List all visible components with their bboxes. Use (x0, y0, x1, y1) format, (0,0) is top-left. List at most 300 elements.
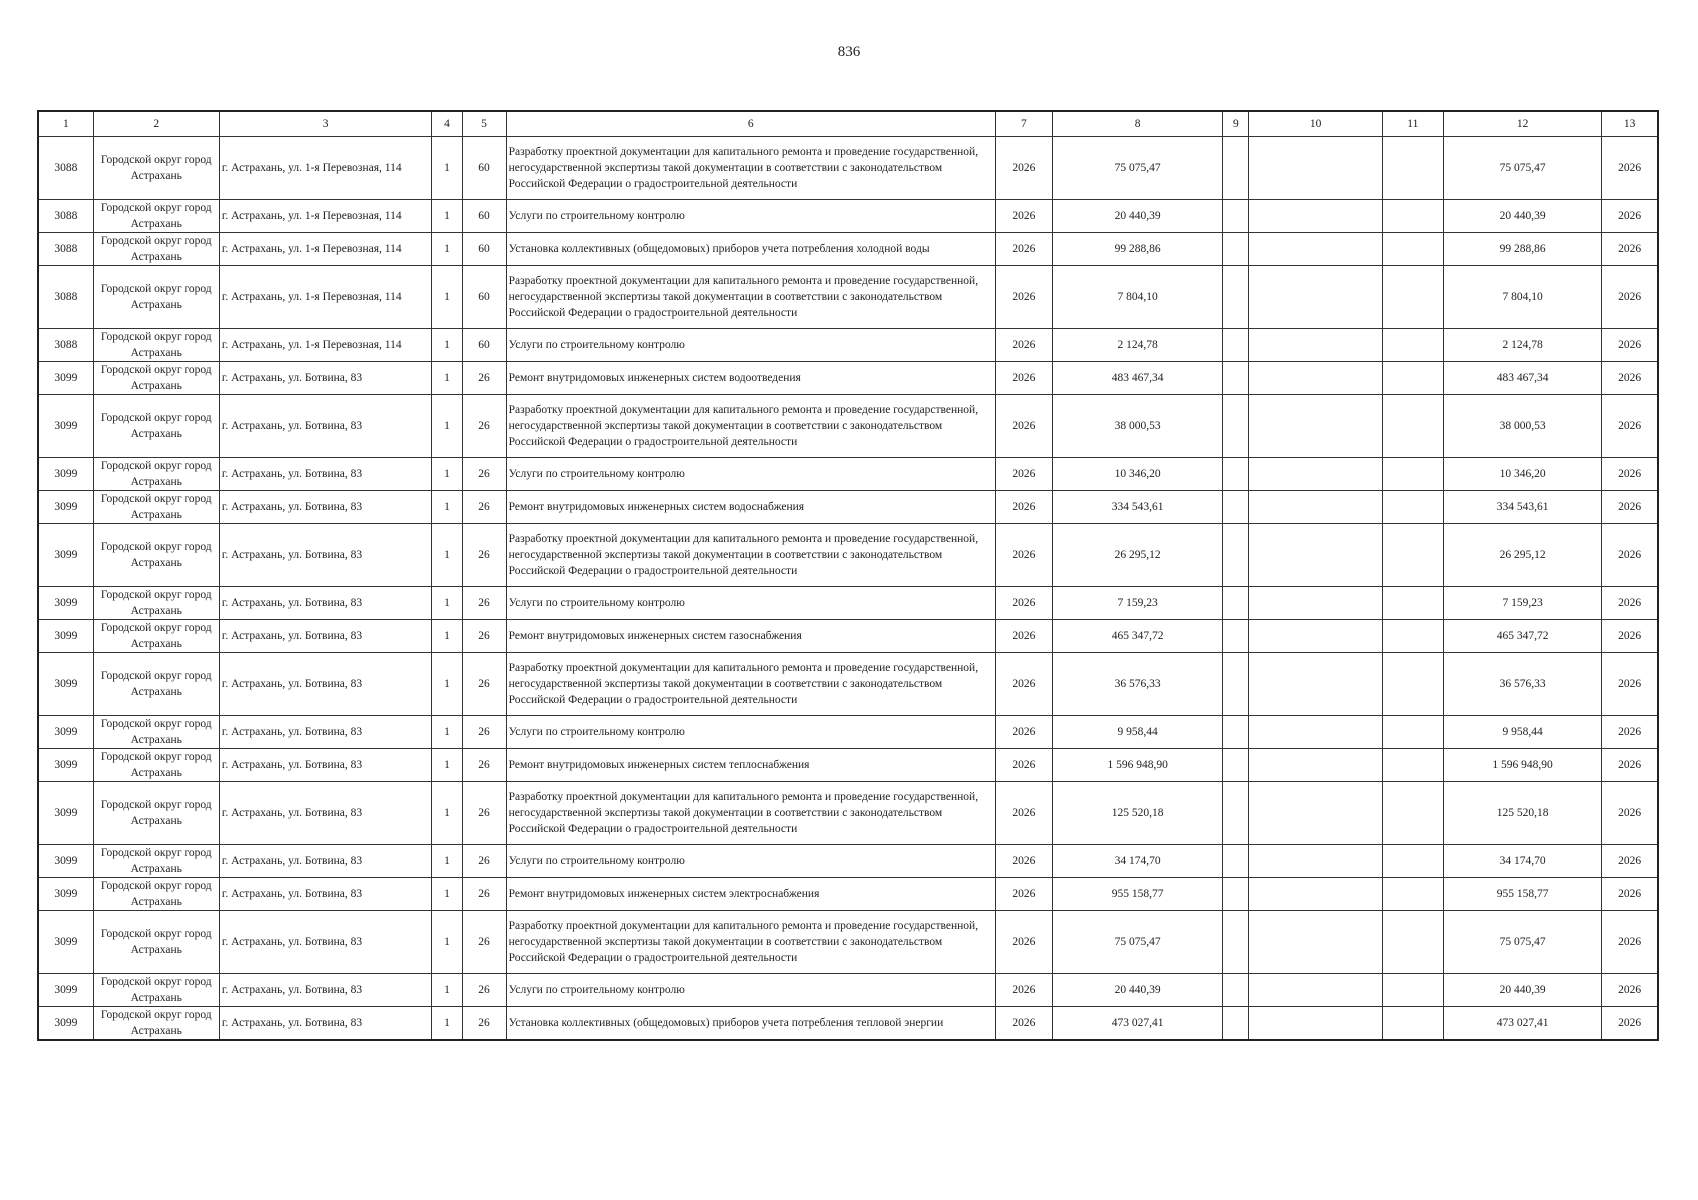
cell-year-end: 2026 (1602, 845, 1658, 878)
cell-object-id: 3088 (38, 329, 93, 362)
cell-col10 (1249, 749, 1382, 782)
cell-work-type: Услуги по строительному контролю (506, 845, 995, 878)
cell-total: 36 576,33 (1443, 653, 1601, 716)
cell-col9 (1223, 782, 1249, 845)
column-header: 6 (506, 111, 995, 137)
cell-municipality: Городской округ город Астрахань (93, 653, 219, 716)
cell-col9 (1223, 974, 1249, 1007)
table-row (38, 782, 1658, 845)
cell-col4: 1 (432, 653, 462, 716)
cell-col10 (1249, 653, 1382, 716)
cell-municipality: Городской округ город Астрахань (93, 782, 219, 845)
table-row (38, 974, 1658, 1007)
page-number: 836 (837, 44, 861, 60)
cell-col4: 1 (432, 716, 462, 749)
cell-work-type: Разработку проектной документации для капитального ремонта и проведение государственной, негосударственной экспертизы такой документации в соответствии с законодательством Российской Федерации о градостроительной деятельности (506, 266, 995, 329)
cell-address: г. Астрахань, ул. Ботвина, 83 (219, 716, 432, 749)
cell-col10 (1249, 329, 1382, 362)
cell-total: 465 347,72 (1443, 620, 1601, 653)
cell-col5: 26 (462, 395, 506, 458)
cell-cost: 20 440,39 (1052, 974, 1222, 1007)
table-row (38, 620, 1658, 653)
cell-col5: 26 (462, 653, 506, 716)
cell-cost: 10 346,20 (1052, 458, 1222, 491)
cell-cost: 465 347,72 (1052, 620, 1222, 653)
cell-col11 (1382, 266, 1443, 329)
cell-municipality: Городской округ город Астрахань (93, 716, 219, 749)
cell-col4: 1 (432, 1007, 462, 1041)
cell-col5: 26 (462, 911, 506, 974)
cell-year-end: 2026 (1602, 329, 1658, 362)
cell-total: 473 027,41 (1443, 1007, 1601, 1041)
cell-total: 10 346,20 (1443, 458, 1601, 491)
cell-object-id: 3099 (38, 653, 93, 716)
cell-object-id: 3099 (38, 878, 93, 911)
cell-object-id: 3099 (38, 1007, 93, 1041)
cell-col10 (1249, 620, 1382, 653)
cell-year-end: 2026 (1602, 716, 1658, 749)
cell-col11 (1382, 845, 1443, 878)
cell-col10 (1249, 200, 1382, 233)
column-header: 11 (1382, 111, 1443, 137)
cell-col10 (1249, 974, 1382, 1007)
cell-total: 1 596 948,90 (1443, 749, 1601, 782)
cell-col9 (1223, 911, 1249, 974)
cell-cost: 99 288,86 (1052, 233, 1222, 266)
cell-col4: 1 (432, 620, 462, 653)
cell-col11 (1382, 395, 1443, 458)
cell-total: 99 288,86 (1443, 233, 1601, 266)
cell-col11 (1382, 911, 1443, 974)
table-row (38, 233, 1658, 266)
cell-cost: 473 027,41 (1052, 1007, 1222, 1041)
cell-col5: 26 (462, 1007, 506, 1041)
column-header: 7 (995, 111, 1052, 137)
cell-year-end: 2026 (1602, 620, 1658, 653)
cell-cost: 483 467,34 (1052, 362, 1222, 395)
cell-cost: 75 075,47 (1052, 137, 1222, 200)
cell-object-id: 3099 (38, 845, 93, 878)
cell-col9 (1223, 878, 1249, 911)
cell-year-end: 2026 (1602, 458, 1658, 491)
cell-col11 (1382, 233, 1443, 266)
cell-year-end: 2026 (1602, 782, 1658, 845)
cell-cost: 125 520,18 (1052, 782, 1222, 845)
cell-total: 75 075,47 (1443, 137, 1601, 200)
cell-address: г. Астрахань, ул. Ботвина, 83 (219, 491, 432, 524)
cell-col4: 1 (432, 491, 462, 524)
cell-object-id: 3088 (38, 233, 93, 266)
cell-col9 (1223, 266, 1249, 329)
cell-col9 (1223, 587, 1249, 620)
cell-total: 7 804,10 (1443, 266, 1601, 329)
cell-year-end: 2026 (1602, 749, 1658, 782)
cell-col9 (1223, 620, 1249, 653)
cell-address: г. Астрахань, ул. 1-я Перевозная, 114 (219, 329, 432, 362)
cell-year-end: 2026 (1602, 266, 1658, 329)
cell-year: 2026 (995, 266, 1052, 329)
cell-cost: 1 596 948,90 (1052, 749, 1222, 782)
cell-municipality: Городской округ город Астрахань (93, 266, 219, 329)
cell-municipality: Городской округ город Астрахань (93, 587, 219, 620)
cell-col4: 1 (432, 266, 462, 329)
column-header: 10 (1249, 111, 1382, 137)
cell-col5: 26 (462, 362, 506, 395)
cell-year: 2026 (995, 620, 1052, 653)
cell-year: 2026 (995, 911, 1052, 974)
cell-total: 75 075,47 (1443, 911, 1601, 974)
cell-year-end: 2026 (1602, 200, 1658, 233)
cell-col9 (1223, 749, 1249, 782)
cell-cost: 75 075,47 (1052, 911, 1222, 974)
cell-col5: 26 (462, 524, 506, 587)
table-row (38, 491, 1658, 524)
cell-year-end: 2026 (1602, 491, 1658, 524)
cell-col11 (1382, 782, 1443, 845)
cell-col4: 1 (432, 782, 462, 845)
cell-object-id: 3088 (38, 137, 93, 200)
cell-work-type: Услуги по строительному контролю (506, 587, 995, 620)
table-row (38, 329, 1658, 362)
cell-object-id: 3088 (38, 266, 93, 329)
cell-total: 34 174,70 (1443, 845, 1601, 878)
cell-col5: 26 (462, 587, 506, 620)
table-row (38, 1007, 1658, 1041)
cell-municipality: Городской округ город Астрахань (93, 878, 219, 911)
cell-work-type: Услуги по строительному контролю (506, 458, 995, 491)
cell-year-end: 2026 (1602, 1007, 1658, 1041)
cell-year: 2026 (995, 587, 1052, 620)
cell-object-id: 3099 (38, 524, 93, 587)
cell-object-id: 3099 (38, 782, 93, 845)
table-row (38, 749, 1658, 782)
cell-object-id: 3099 (38, 491, 93, 524)
cell-col4: 1 (432, 911, 462, 974)
table-row (38, 653, 1658, 716)
cell-year-end: 2026 (1602, 911, 1658, 974)
cell-col4: 1 (432, 845, 462, 878)
cell-col11 (1382, 458, 1443, 491)
cell-address: г. Астрахань, ул. Ботвина, 83 (219, 878, 432, 911)
cell-col4: 1 (432, 458, 462, 491)
cell-year-end: 2026 (1602, 587, 1658, 620)
cell-col5: 26 (462, 845, 506, 878)
cell-year-end: 2026 (1602, 653, 1658, 716)
cell-total: 7 159,23 (1443, 587, 1601, 620)
cell-col10 (1249, 878, 1382, 911)
cell-col4: 1 (432, 395, 462, 458)
cell-object-id: 3099 (38, 911, 93, 974)
cell-col5: 26 (462, 782, 506, 845)
cell-municipality: Городской округ город Астрахань (93, 137, 219, 200)
cell-year: 2026 (995, 524, 1052, 587)
cell-col10 (1249, 233, 1382, 266)
cell-municipality: Городской округ город Астрахань (93, 491, 219, 524)
cell-total: 125 520,18 (1443, 782, 1601, 845)
cell-object-id: 3099 (38, 620, 93, 653)
cell-address: г. Астрахань, ул. 1-я Перевозная, 114 (219, 266, 432, 329)
cell-address: г. Астрахань, ул. 1-я Перевозная, 114 (219, 200, 432, 233)
cell-municipality: Городской округ город Астрахань (93, 974, 219, 1007)
cell-col4: 1 (432, 587, 462, 620)
cell-cost: 2 124,78 (1052, 329, 1222, 362)
cell-col10 (1249, 491, 1382, 524)
cell-cost: 34 174,70 (1052, 845, 1222, 878)
cell-municipality: Городской округ город Астрахань (93, 1007, 219, 1041)
cell-year: 2026 (995, 845, 1052, 878)
cell-col4: 1 (432, 362, 462, 395)
cell-work-type: Разработку проектной документации для капитального ремонта и проведение государственной, негосударственной экспертизы такой документации в соответствии с законодательством Российской Федерации о градостроительной деятельности (506, 911, 995, 974)
program-table (37, 110, 1659, 1041)
table-row (38, 266, 1658, 329)
cell-col11 (1382, 491, 1443, 524)
cell-col9 (1223, 524, 1249, 587)
cell-year-end: 2026 (1602, 878, 1658, 911)
cell-work-type: Услуги по строительному контролю (506, 974, 995, 1007)
cell-total: 26 295,12 (1443, 524, 1601, 587)
cell-col9 (1223, 137, 1249, 200)
cell-col10 (1249, 716, 1382, 749)
cell-object-id: 3099 (38, 749, 93, 782)
cell-col4: 1 (432, 137, 462, 200)
cell-municipality: Городской округ город Астрахань (93, 458, 219, 491)
cell-municipality: Городской округ город Астрахань (93, 233, 219, 266)
cell-col10 (1249, 845, 1382, 878)
cell-municipality: Городской округ город Астрахань (93, 749, 219, 782)
cell-col11 (1382, 587, 1443, 620)
cell-address: г. Астрахань, ул. 1-я Перевозная, 114 (219, 137, 432, 200)
column-header: 13 (1602, 111, 1658, 137)
cell-col5: 26 (462, 974, 506, 1007)
cell-col11 (1382, 878, 1443, 911)
cell-col9 (1223, 716, 1249, 749)
cell-col5: 26 (462, 620, 506, 653)
table-row (38, 845, 1658, 878)
cell-col4: 1 (432, 878, 462, 911)
cell-col10 (1249, 266, 1382, 329)
cell-municipality: Городской округ город Астрахань (93, 620, 219, 653)
cell-col5: 26 (462, 458, 506, 491)
cell-work-type: Установка коллективных (общедомовых) приборов учета потребления тепловой энергии (506, 1007, 995, 1041)
table-row (38, 395, 1658, 458)
cell-col4: 1 (432, 329, 462, 362)
cell-year: 2026 (995, 716, 1052, 749)
cell-col5: 60 (462, 233, 506, 266)
cell-year: 2026 (995, 362, 1052, 395)
cell-col10 (1249, 395, 1382, 458)
cell-object-id: 3099 (38, 974, 93, 1007)
cell-col10 (1249, 782, 1382, 845)
cell-total: 483 467,34 (1443, 362, 1601, 395)
cell-col10 (1249, 524, 1382, 587)
cell-municipality: Городской округ город Астрахань (93, 200, 219, 233)
cell-col9 (1223, 1007, 1249, 1041)
cell-year: 2026 (995, 458, 1052, 491)
cell-year-end: 2026 (1602, 137, 1658, 200)
cell-cost: 20 440,39 (1052, 200, 1222, 233)
cell-address: г. Астрахань, ул. Ботвина, 83 (219, 620, 432, 653)
cell-work-type: Ремонт внутридомовых инженерных систем электроснабжения (506, 878, 995, 911)
column-header: 5 (462, 111, 506, 137)
cell-object-id: 3099 (38, 716, 93, 749)
cell-col9 (1223, 845, 1249, 878)
cell-year-end: 2026 (1602, 524, 1658, 587)
cell-address: г. Астрахань, ул. Ботвина, 83 (219, 749, 432, 782)
cell-year-end: 2026 (1602, 362, 1658, 395)
cell-cost: 7 159,23 (1052, 587, 1222, 620)
cell-year-end: 2026 (1602, 395, 1658, 458)
cell-col11 (1382, 1007, 1443, 1041)
cell-year: 2026 (995, 878, 1052, 911)
cell-col4: 1 (432, 974, 462, 1007)
cell-address: г. Астрахань, ул. Ботвина, 83 (219, 362, 432, 395)
column-header: 8 (1052, 111, 1222, 137)
table-row (38, 200, 1658, 233)
cell-work-type: Разработку проектной документации для капитального ремонта и проведение государственной, негосударственной экспертизы такой документации в соответствии с законодательством Российской Федерации о градостроительной деятельности (506, 782, 995, 845)
table-row (38, 878, 1658, 911)
cell-col10 (1249, 911, 1382, 974)
cell-col10 (1249, 458, 1382, 491)
cell-cost: 9 958,44 (1052, 716, 1222, 749)
cell-cost: 38 000,53 (1052, 395, 1222, 458)
cell-address: г. Астрахань, ул. Ботвина, 83 (219, 587, 432, 620)
cell-year: 2026 (995, 137, 1052, 200)
cell-year-end: 2026 (1602, 974, 1658, 1007)
cell-col4: 1 (432, 233, 462, 266)
cell-cost: 7 804,10 (1052, 266, 1222, 329)
cell-work-type: Ремонт внутридомовых инженерных систем водоотведения (506, 362, 995, 395)
cell-work-type: Ремонт внутридомовых инженерных систем водоснабжения (506, 491, 995, 524)
cell-col5: 60 (462, 266, 506, 329)
cell-object-id: 3088 (38, 200, 93, 233)
cell-col5: 26 (462, 878, 506, 911)
cell-total: 2 124,78 (1443, 329, 1601, 362)
column-header: 12 (1443, 111, 1601, 137)
cell-col11 (1382, 137, 1443, 200)
cell-work-type: Услуги по строительному контролю (506, 716, 995, 749)
cell-col11 (1382, 362, 1443, 395)
cell-col5: 60 (462, 200, 506, 233)
cell-col9 (1223, 329, 1249, 362)
cell-municipality: Городской округ город Астрахань (93, 395, 219, 458)
table-row (38, 362, 1658, 395)
cell-col11 (1382, 620, 1443, 653)
cell-year: 2026 (995, 329, 1052, 362)
cell-year: 2026 (995, 491, 1052, 524)
cell-municipality: Городской округ город Астрахань (93, 911, 219, 974)
cell-col11 (1382, 716, 1443, 749)
column-header: 2 (93, 111, 219, 137)
cell-cost: 334 543,61 (1052, 491, 1222, 524)
cell-address: г. Астрахань, ул. Ботвина, 83 (219, 911, 432, 974)
cell-object-id: 3099 (38, 458, 93, 491)
cell-work-type: Услуги по строительному контролю (506, 329, 995, 362)
cell-address: г. Астрахань, ул. 1-я Перевозная, 114 (219, 233, 432, 266)
column-header: 4 (432, 111, 462, 137)
cell-year-end: 2026 (1602, 233, 1658, 266)
cell-col9 (1223, 653, 1249, 716)
cell-address: г. Астрахань, ул. Ботвина, 83 (219, 782, 432, 845)
cell-col4: 1 (432, 524, 462, 587)
table-row (38, 716, 1658, 749)
cell-col11 (1382, 749, 1443, 782)
cell-col9 (1223, 491, 1249, 524)
cell-address: г. Астрахань, ул. Ботвина, 83 (219, 524, 432, 587)
cell-municipality: Городской округ город Астрахань (93, 524, 219, 587)
cell-col5: 60 (462, 329, 506, 362)
cell-work-type: Услуги по строительному контролю (506, 200, 995, 233)
cell-col9 (1223, 362, 1249, 395)
cell-col11 (1382, 653, 1443, 716)
cell-work-type: Разработку проектной документации для капитального ремонта и проведение государственной, негосударственной экспертизы такой документации в соответствии с законодательством Российской Федерации о градостроительной деятельности (506, 137, 995, 200)
cell-col11 (1382, 524, 1443, 587)
cell-total: 38 000,53 (1443, 395, 1601, 458)
cell-work-type: Разработку проектной документации для капитального ремонта и проведение государственной, негосударственной экспертизы такой документации в соответствии с законодательством Российской Федерации о градостроительной деятельности (506, 653, 995, 716)
cell-municipality: Городской округ город Астрахань (93, 845, 219, 878)
column-header: 1 (38, 111, 93, 137)
cell-col9 (1223, 233, 1249, 266)
cell-cost: 26 295,12 (1052, 524, 1222, 587)
cell-year: 2026 (995, 782, 1052, 845)
cell-year: 2026 (995, 233, 1052, 266)
cell-col5: 26 (462, 491, 506, 524)
cell-municipality: Городской округ город Астрахань (93, 329, 219, 362)
cell-work-type: Установка коллективных (общедомовых) приборов учета потребления холодной воды (506, 233, 995, 266)
cell-total: 20 440,39 (1443, 200, 1601, 233)
cell-municipality: Городской округ город Астрахань (93, 362, 219, 395)
cell-object-id: 3099 (38, 362, 93, 395)
cell-work-type: Разработку проектной документации для капитального ремонта и проведение государственной, негосударственной экспертизы такой документации в соответствии с законодательством Российской Федерации о градостроительной деятельности (506, 395, 995, 458)
cell-work-type: Разработку проектной документации для капитального ремонта и проведение государственной, негосударственной экспертизы такой документации в соответствии с законодательством Российской Федерации о градостроительной деятельности (506, 524, 995, 587)
cell-year: 2026 (995, 395, 1052, 458)
column-header: 3 (219, 111, 432, 137)
cell-address: г. Астрахань, ул. Ботвина, 83 (219, 974, 432, 1007)
cell-col10 (1249, 587, 1382, 620)
cell-address: г. Астрахань, ул. Ботвина, 83 (219, 653, 432, 716)
table-row (38, 911, 1658, 974)
cell-year: 2026 (995, 974, 1052, 1007)
cell-col11 (1382, 974, 1443, 1007)
cell-col5: 26 (462, 749, 506, 782)
cell-col10 (1249, 137, 1382, 200)
cell-object-id: 3099 (38, 587, 93, 620)
cell-address: г. Астрахань, ул. Ботвина, 83 (219, 458, 432, 491)
cell-col5: 60 (462, 137, 506, 200)
column-header: 9 (1223, 111, 1249, 137)
table-row (38, 587, 1658, 620)
cell-total: 955 158,77 (1443, 878, 1601, 911)
table-row (38, 524, 1658, 587)
cell-col11 (1382, 200, 1443, 233)
cell-col10 (1249, 1007, 1382, 1041)
cell-year: 2026 (995, 1007, 1052, 1041)
cell-col10 (1249, 362, 1382, 395)
cell-year: 2026 (995, 653, 1052, 716)
cell-work-type: Ремонт внутридомовых инженерных систем газоснабжения (506, 620, 995, 653)
cell-object-id: 3099 (38, 395, 93, 458)
cell-total: 334 543,61 (1443, 491, 1601, 524)
cell-address: г. Астрахань, ул. Ботвина, 83 (219, 845, 432, 878)
cell-year: 2026 (995, 200, 1052, 233)
cell-col9 (1223, 458, 1249, 491)
cell-total: 9 958,44 (1443, 716, 1601, 749)
table-row (38, 458, 1658, 491)
cell-year: 2026 (995, 749, 1052, 782)
cell-address: г. Астрахань, ул. Ботвина, 83 (219, 1007, 432, 1041)
cell-address: г. Астрахань, ул. Ботвина, 83 (219, 395, 432, 458)
cell-col4: 1 (432, 749, 462, 782)
cell-col5: 26 (462, 716, 506, 749)
